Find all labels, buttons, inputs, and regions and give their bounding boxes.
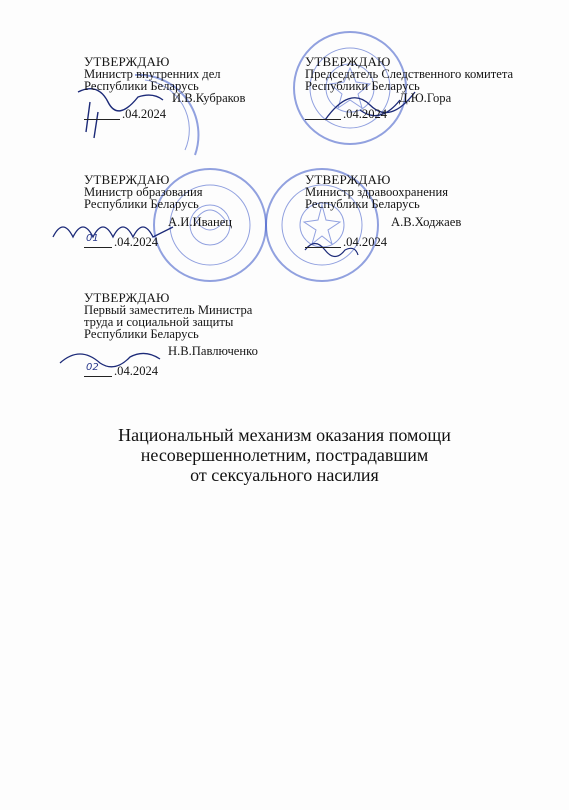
approval-signatory-name: Д.Ю.Гора xyxy=(399,91,452,105)
date-month-year: .04.2024 xyxy=(114,235,159,249)
approval-block-labour xyxy=(84,292,304,377)
approval-date xyxy=(305,236,535,248)
approval-date xyxy=(84,108,284,120)
approval-date xyxy=(84,362,304,378)
approval-heading: УТВЕРЖДАЮ xyxy=(305,54,391,69)
approval-block-interior xyxy=(84,56,284,120)
approval-position-line: Республики Беларусь xyxy=(84,327,199,341)
date-day-blank xyxy=(305,108,341,120)
document-title-line: от сексуального насилия xyxy=(190,465,379,485)
approval-signatory-name: И.В.Кубраков xyxy=(172,91,246,105)
approval-position-line: Республики Беларусь xyxy=(305,79,420,93)
approval-signatory-name: Н.В.Павлюченко xyxy=(168,344,258,358)
document-title-line: несовершеннолетним, пострадавшим xyxy=(140,445,429,465)
approval-position-line: Республики Беларусь xyxy=(84,79,199,93)
approval-position-line: Министр внутренних дел xyxy=(84,67,221,81)
approval-heading: УТВЕРЖДАЮ xyxy=(84,172,170,187)
approval-position-line: Первый заместитель Министра xyxy=(84,303,253,317)
approval-heading: УТВЕРЖДАЮ xyxy=(305,172,391,187)
date-day-handwritten: 02 xyxy=(86,362,99,373)
approval-date xyxy=(84,233,284,249)
approval-position-line: Республики Беларусь xyxy=(305,197,420,211)
approval-signatory-name: А.В.Ходжаев xyxy=(391,215,462,229)
approval-position-line: труда и социальной защиты xyxy=(84,315,234,329)
approval-block-education xyxy=(84,174,284,248)
approval-heading: УТВЕРЖДАЮ xyxy=(84,54,170,69)
approval-date xyxy=(305,108,535,120)
date-day-blank xyxy=(305,236,341,248)
approval-heading: УТВЕРЖДАЮ xyxy=(84,290,170,305)
approval-position-line: Республики Беларусь xyxy=(84,197,199,211)
approval-signatory-name: А.И.Иванец xyxy=(168,215,233,229)
date-day-handwritten: 01 xyxy=(86,233,99,244)
date-month-year: .04.2024 xyxy=(122,107,167,121)
approval-position-line: Председатель Следственного комитета xyxy=(305,67,514,81)
approval-position-line: Министр образования xyxy=(84,185,203,199)
document-title xyxy=(0,425,569,485)
date-month-year: .04.2024 xyxy=(343,107,388,121)
approval-block-health xyxy=(305,174,535,248)
document-title-line: Национальный механизм оказания помощи xyxy=(118,425,451,445)
date-month-year: .04.2024 xyxy=(114,364,159,378)
date-month-year: .04.2024 xyxy=(343,235,388,249)
approval-block-investigative-committee xyxy=(305,56,535,120)
date-day-blank xyxy=(84,108,120,120)
approval-position-line: Министр здравоохранения xyxy=(305,185,449,199)
